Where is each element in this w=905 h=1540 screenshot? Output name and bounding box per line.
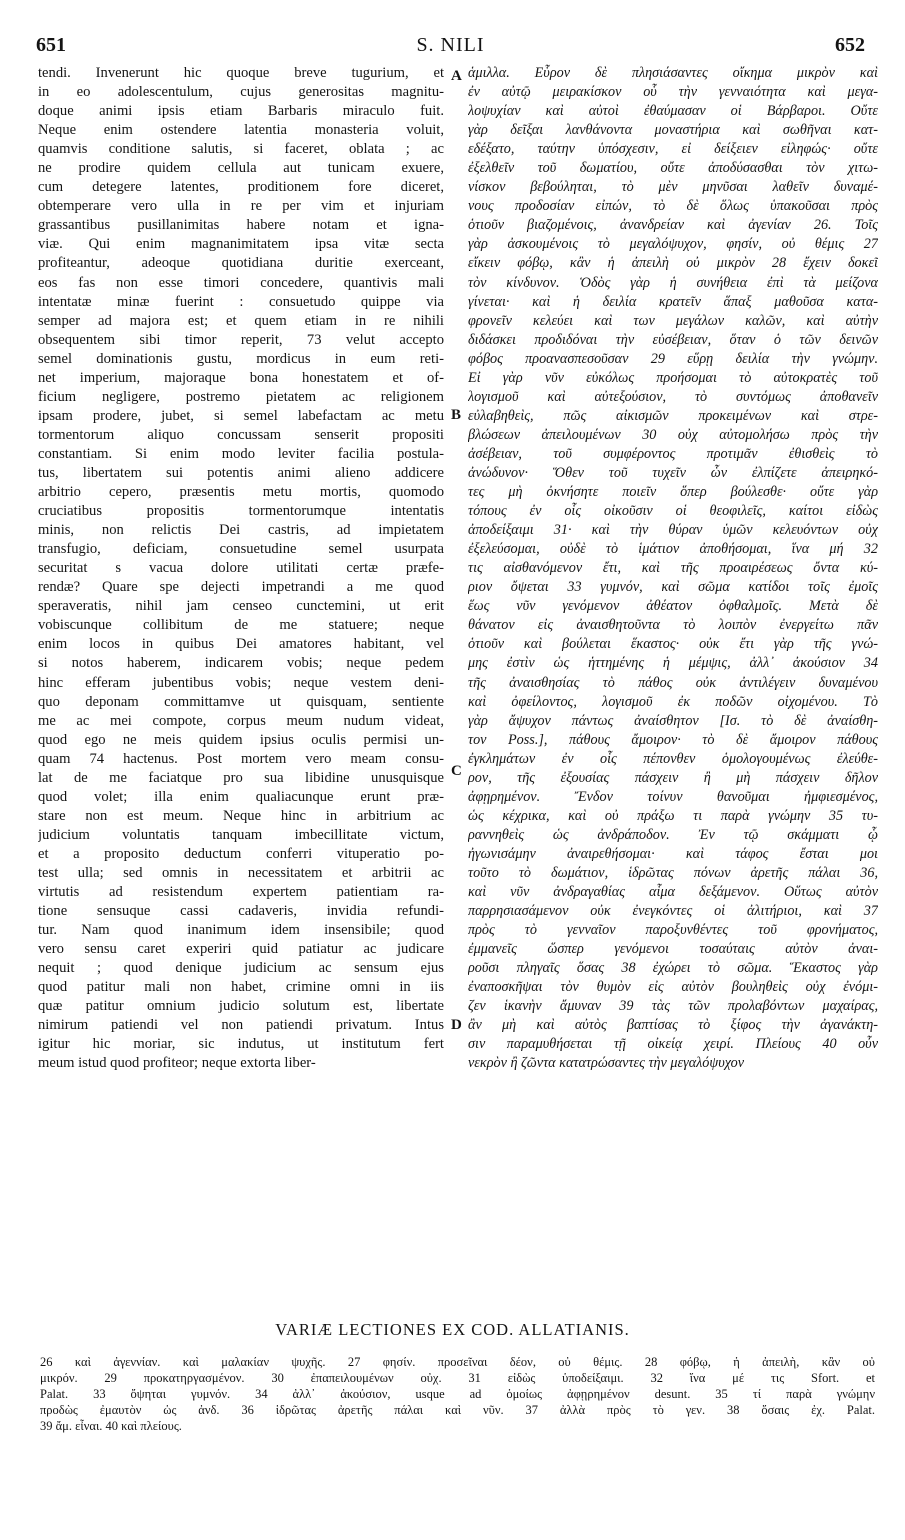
latin-text-line: quod patitur mali non habet, crimine omni in iis [38, 979, 444, 996]
margin-letter-d: D [451, 1017, 462, 1033]
latin-text-line: tione sensuque cassi cadaveris, invidia refundi- [38, 903, 444, 920]
greek-text-line: ἀφῃρημένον. Ἔνδον τοίνυν θανοῦμαι ἠμφιεσμένος, [468, 788, 878, 805]
greek-text-line: ρον, τῆς ἐξουσίας πάσχειν ἢ μὴ πάσχειν δῆλον [468, 769, 878, 786]
greek-text-line: καὶ νῦν ἀνδραγαθίας αἷμα δεξάμενον. Οὕτως αὐτὸν [468, 884, 878, 901]
latin-text-line: me ac mei compote, corpus meum nudum videat, [38, 712, 444, 729]
latin-text-line: viæ. Qui enim magnanimitatem ipsa vitæ secta [38, 236, 444, 253]
greek-text-line: τῆς ἀναισθησίας τὸ πάθος οὐκ ἀντιλέγειν δυναμένου [468, 674, 878, 691]
latin-text-line: semper ad majora est; et quem etiam in re nihili [38, 312, 444, 329]
variant-line: 26 καὶ ἀγεννίαν. καὶ μαλακίαν ψυχῆς. 27 φησίν. προσεῖναι δέον, οὐ θέμις. 28 φόβῳ, ἡ ἀπειλὴ, κἂν οὐ [40, 1355, 875, 1369]
greek-text-line: ἁμιλλα. Εὗρον δὲ πλησιάσαντες οἴκημα μικρὸν καὶ [468, 65, 878, 81]
latin-text-line: quamvis conditione salutis, si faceret, oblata ; ac [38, 141, 444, 158]
latin-text-line: Neque enim ostendere latentia monasteria voluit, [38, 122, 444, 139]
latin-text-line: quod ego ne meis quidem ipsius oculis permisi un- [38, 731, 444, 748]
latin-text-line: stare non est meum. Neque hinc in arbitrium ac [38, 807, 444, 824]
greek-text-line: ἂν μὴ καὶ αὐτὸς βαπτίσας τὸ ξίφος τὴν ἀγανάκτη- [468, 1017, 878, 1034]
greek-text-line: εδέξατο, ταύτην ὑπόσχεσιν, εἰ δείξειεν εἰληφώς· οὔτε [468, 141, 878, 158]
latin-text-line: test ulla; sed omnis in necessitatem et arbitrii ac [38, 864, 444, 881]
latin-text-line: profiteantur, adeoque quotidiana duritie exerceant, [38, 255, 444, 272]
latin-text-line: ipsam prodere, jubet, si semel labefactam ac metu [38, 407, 444, 424]
greek-text-line: γὰρ ἄψυχον πάντως ἀναίσθητον [Ισ. τὸ δὲ ἀναίσθη- [468, 712, 878, 729]
margin-letter-c: C [451, 763, 462, 779]
latin-text-line: quam 74 hactenus. Post mortem vero meam consu- [38, 750, 444, 767]
greek-text-line: βλώσεων ἀπειλουμένων 30 οὐχ αὐτομολήσω πρὸς τὴν [468, 426, 878, 443]
latin-text-line: arbitrio cepero, præsentis metu mortis, quomodo [38, 484, 444, 501]
greek-text-line: ἠγωνισάμην ἀναιρεθήσομαι· καὶ τάφος ἔσται μοι [468, 845, 878, 862]
variant-line: Palat. 33 ὄψηται γυμνόν. 34 ἀλλ᾽ ἀκούσιον, usque ad ὁμοίως ἀφῃρημένον desunt. 35 τί παρὰ γνώμην [40, 1387, 875, 1401]
greek-text-line: τις αἰσθανόμενον ἔτι, καὶ τῆς προαιρέσεως ὄντα κύ- [468, 560, 878, 577]
latin-text-line: constantiam. Si enim modo leviter facilia postula- [38, 445, 444, 462]
greek-text-line: φρονεῖν κελεύει καὶ των μεγάλων καλῶν, καὶ αὐτὴν [468, 312, 878, 329]
greek-text-line: λοψυχίαν καὶ αὐτοὶ ἐθαύμασαν οἱ Βάρβαροι. Οὔτε [468, 103, 878, 120]
latin-text-line: vobiscunque collibitum de me statuere; neque [38, 617, 444, 634]
latin-text-line: nimirum patiendi vel non patiendi privatum. Intus [38, 1017, 444, 1034]
latin-text-line: tus, libertatem sui potentis animi alieno addicere [38, 464, 444, 481]
greek-text-line: γὰρ ἀσκουμένοις τὸ μεγαλόψυχον, φησίν, οὐ θέμις 27 [468, 236, 878, 253]
variant-line: 39 ἄμ. εἶναι. 40 καὶ πλείους. [40, 1419, 182, 1433]
latin-text-line: cum detegere latentes, proditionem fore diceret, [38, 179, 444, 196]
greek-text-line: καὶ ὀφείλοντος, λογισμοῦ ἐκ ποδῶν οἰχομένου. Τὸ [468, 693, 878, 710]
page-number-right: 652 [835, 34, 865, 56]
latin-text-line: igitur hic moriar, sic indutus, ut institutum fert [38, 1036, 444, 1053]
greek-text-line: ὁτιοῦν καὶ βούλεται ἕκαστος· οὐκ ἔτι γὰρ τῆς γνώ- [468, 636, 878, 653]
latin-text-line: semel dominationis gustu, mordicus in eum reti- [38, 350, 444, 367]
latin-text-line: speraveratis, nihil jam censeo cunctemini, ut erit [38, 598, 444, 615]
greek-text-line: ἐναποσκῆψαι τὸν θυμὸν εἰς αὐτὸν βουληθεὶς οὐχ ἐνόμι- [468, 979, 878, 996]
latin-text-line: tur. Nam quod inanimum idem insensibile; quod [38, 922, 444, 939]
variant-readings [40, 1354, 875, 1434]
variants-heading: VARIÆ LECTIONES EX COD. ALLATIANIS. [275, 1320, 630, 1339]
greek-text-line: ἐξελεύσομαι, οὐδὲ τὸ ἱμάτιον ἀποθήσομαι, ἵνα μή 32 [468, 541, 878, 558]
greek-text-line: θάνατον εἰς ἀναισθητοῦντα τὸ λοιπὸν ἐνεργείτω πᾶν [468, 617, 878, 634]
latin-text-line: lat de me faciatque pro sua libidine unusquisque [38, 769, 444, 786]
greek-column [468, 64, 878, 1073]
latin-text-line: intentatæ minæ fuerint : consuetudo quippe via [38, 293, 444, 310]
latin-text-line: tendi. Invenerunt hic quoque breve tugurium, et [38, 65, 444, 81]
greek-text-line: παρρησιασάμενον οὐκ ἐνεγκόντες οἱ ἀλιτήριοι, καὶ 37 [468, 903, 878, 920]
greek-text-line: ἐμμανεῖς ὥσπερ γενόμενοι τοσαύταις αὐτὸν ἀναι- [468, 941, 878, 958]
latin-text-line: doque animi ipsis etiam Barbaris miraculo fuit. [38, 103, 444, 120]
latin-text-line: securitat s vacua dolore utilitati certæ præfe- [38, 560, 444, 577]
greek-text-line: ἐν αὐτῷ μειρακίσκον οὗ τὴν γενναιότητα καὶ μεγα- [468, 84, 878, 101]
greek-text-line: ἕως νῦν γενόμενον ἀθέατον ὀφθαλμοῖς. Μετὰ δὲ [468, 598, 878, 615]
latin-text-line: et a proposito deductum conferri vituperatio po- [38, 845, 444, 862]
latin-text-line: grassantibus pusillanimitas habere notam et igna- [38, 217, 444, 234]
greek-text-line: εὐλαβηθεὶς, πῶς αἰκισμῶν προκειμένων καὶ στρε- [468, 407, 878, 424]
greek-text-line: Εἰ γὰρ νῦν εὐκόλως προήσομαι τὸ αὐτοκρατὲς τοῦ [468, 369, 878, 386]
latin-text-line: cruciatibus propositis tormentorumque intentatis [38, 503, 444, 520]
greek-text-line: ἀποδείξαιμι 31· καὶ τὴν θύραν ὑμῶν κελευόντων οὐχ [468, 522, 878, 539]
latin-text-line: minis, non relictis Dei castris, ad impietatem [38, 522, 444, 539]
greek-text-line: ριον ὄψεται 33 γυμνόν, καὶ σῶμα κατίδοι τοῖς ἐμοῖς [468, 579, 878, 596]
latin-text-line: ne prodire quidem cellula aut tunicam exuere, [38, 160, 444, 177]
greek-text-line: γίνεται· καὶ ἡ δειλία κρατεῖν ἅπαξ μαθοῦσα κατα- [468, 293, 878, 310]
latin-text-line: tormentorum aliquo concussam senserit propositi [38, 426, 444, 443]
greek-text-line: πρὸς τὸ γενναῖον παροξυνθέντες τοῦ φρονήματος, [468, 922, 878, 939]
latin-text-line: enim locos in quibus Dei amatores habitant, vel [38, 636, 444, 653]
running-header [36, 34, 865, 58]
greek-text-line: γὰρ δεῖξαι λανθάνοντα μοναστήρια καὶ σωθῆναι κατ- [468, 122, 878, 139]
latin-text-line: quo deponam committamve ut quisquam, sentiente [38, 693, 444, 710]
greek-text-line: ὁτιοῦν βιαζομένοις, ἀνανδρείαν καὶ ἀγενίαν 26. Τοῖς [468, 217, 878, 234]
greek-text-line: σιν παραμυθήσεται τῇ οἰκείᾳ χειρί. Πλείους 40 οὖν [468, 1036, 878, 1053]
greek-text-line: νεκρὸν ἢ ζῶντα κατατρώσαντες τὴν μεγαλόψυχον [468, 1055, 745, 1072]
latin-text-line: obsequentem sibi timor reperit, 73 velut accepto [38, 331, 444, 348]
greek-text-line: ἐγκλημάτων ἐν οἷς πέπονθεν ὁμολογουμένως ἐλεύθε- [468, 750, 878, 767]
greek-text-line: ραννηθεὶς ὡς ἀνδράποδον. Ἐν τῷ σκάμματι ᾧ [468, 826, 878, 843]
greek-text-line: μης ἐστὶν ὡς ἡττημένης ἡ μέμψις, ἀλλ᾽ ἀκούσιον 34 [468, 655, 878, 672]
greek-text-line: ροῦσι πληγαῖς ὅσας 38 ἐχώρει τὸ σῶμα. Ἕκαστος γὰρ [468, 960, 878, 977]
greek-text-line: διδάσκει προδιδόναι τὴν εὐσέβειαν, ὅταν ὁ τῶν δεινῶν [468, 331, 878, 348]
greek-text-line: νίσκον βεβούληται, τὸ μὲν μηνῦσαι λαθεῖν δυναμέ- [468, 179, 878, 196]
latin-text-line: obtemperare vero ulla in re per vim et injuriam [38, 198, 444, 215]
latin-text-line: eos fas non esse timori concedere, quantivis mali [38, 274, 444, 291]
latin-text-line: net imperium, majoraque bona honestatem et of- [38, 369, 444, 386]
greek-text-line: ὡς κέχρικα, καὶ οὐ πράξω τι παρὰ γνώμην 35 τυ- [468, 807, 878, 824]
latin-text-line: hinc efferam jubentibus vobis; neque vestem deni- [38, 674, 444, 691]
latin-text-line: judicium voluntatis tanquam imbecillitate victum, [38, 826, 444, 843]
latin-column [38, 64, 444, 1073]
latin-text-line: meum istud quod profiteor; neque extorta liber- [38, 1055, 316, 1072]
greek-text-line: τον Poss.], πάθους ἄμοιρον· τὸ δὲ ἄμοιρον πάθους [468, 731, 878, 748]
latin-text-line: transfugio, deficiam, consuetudine semel usurpata [38, 541, 444, 558]
margin-letter-b: B [451, 407, 462, 423]
latin-text-line: virtutis ad resistendum expertem patientiam ra- [38, 884, 444, 901]
latin-text-line: si notos haberem, indicarem vobis; neque pedem [38, 655, 444, 672]
latin-text-line: quæ patitur omnium judicio solutum est, libertate [38, 998, 444, 1015]
margin-letter-a: A [451, 68, 462, 84]
latin-text-line: vero sensu caret experiri quid patiatur ac judicare [38, 941, 444, 958]
latin-text-line: quod volet; illa enim qualiacunque erunt præ- [38, 788, 444, 805]
greek-text-line: ζεν ἱκανὴν ἄμυναν 39 τὰς τῶν προλαβόντων μαχαίρας, [468, 998, 878, 1015]
page-number-left: 651 [36, 34, 66, 56]
greek-text-line: λογισμοῦ καὶ αὐτεξούσιον, τὸ συντόμως ἀποθανεῖν [468, 388, 878, 405]
greek-text-line: ἀσέβειαν, τοῦ συμφέροντος προτιμᾶν ἐθισθεὶς τὸ [468, 445, 878, 462]
greek-text-line: ἐξελθεῖν τοῦ δωματίου, οὔτε ἀποδύσασθαι τὸν χιτω- [468, 160, 878, 177]
running-title: S. NILI [416, 34, 485, 56]
greek-text-line: ἀνώδυνον· Ὅθεν τοῦ τυχεῖν ὧν ἐλπίζετε ἀπειρηκό- [468, 464, 878, 481]
latin-text-line: ficium negligere, postremo pietatem ac religionem [38, 388, 444, 405]
greek-text-line: τοῦτο τὸ δωμάτιον, ἱδρῶτας πόνων ἀρετῆς πάλαι 36, [468, 864, 878, 881]
greek-text-line: εἴκειν φόβῳ, κἂν ἡ ἀπειλὴ οὐ μικρὸν 28 ἔχειν δοκεῖ [468, 255, 878, 272]
greek-text-line: τόπους ἐν οἷς οἰκοῦσιν οἱ θεοφιλεῖς, καίτοι εἰδὼς [468, 503, 878, 520]
variant-line: μικρόν. 29 προκατηργασμένον. 30 ἐπαπειλουμένων οὐχ. 31 εἰδὼς ὑποδείξαιμι. 32 ἵνα μέ τις Sfort. et [40, 1371, 875, 1385]
greek-text-line: φόβος προανασπεσοῦσαν 29 εὕρῃ δειλία τὴν γνώμην. [468, 350, 878, 367]
greek-text-line: νους προδοσίαν εἰπών, τὸ δὲ ὅλως ὑπακοῦσαι πρὸς [468, 198, 878, 215]
greek-text-line: τὸν κίνδυνον. Ὁδὸς γὰρ ἡ συνήθεια ἐπὶ τὰ μείζονα [468, 274, 878, 291]
latin-text-line: in eo adolescentulum, cujus generositas magnitu- [38, 84, 444, 101]
latin-text-line: nequit ; quod denique judicium ac sensum ejus [38, 960, 444, 977]
variant-line: προδὼς ἐμαυτὸν ὡς ἀνδ. 36 ἱδρῶτας ἀρετῆς πάλαι καὶ νῦν. 37 ἀλλὰ πρὸς τὸ γεν. 38 ὅσαις ἐχ. Palat. [40, 1403, 875, 1417]
latin-text-line: rendæ? Quare spe dejecti impetrandi a me quod [38, 579, 444, 596]
greek-text-line: τες μὴ ὀκνήσητε ποιεῖν ὅπερ βούλεσθε· οὔτε γὰρ [468, 484, 878, 501]
